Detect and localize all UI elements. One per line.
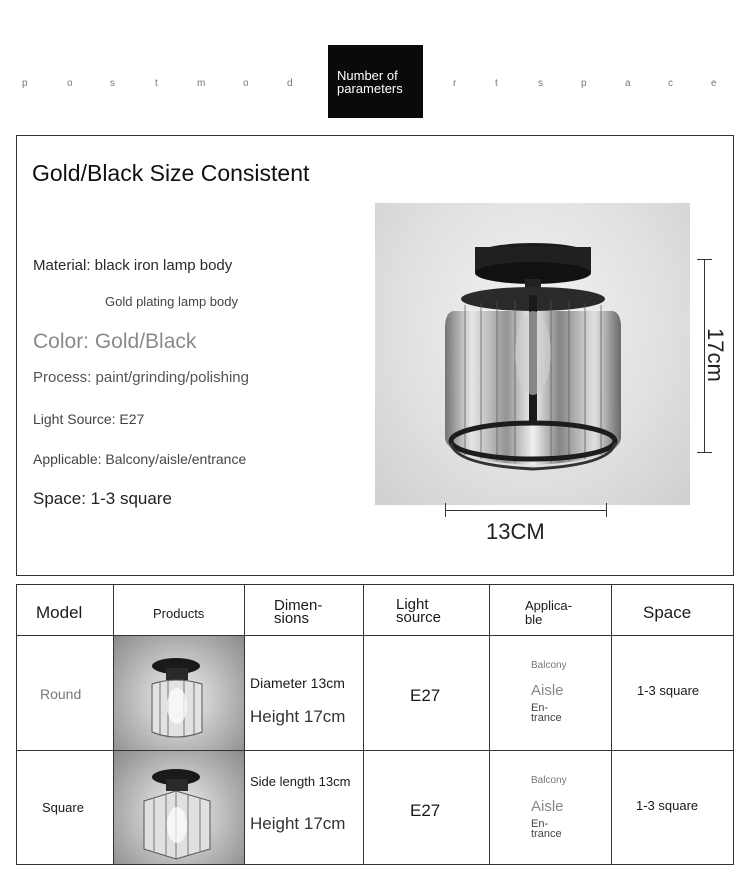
header-light-line-2: source [396,609,442,626]
row-square-app-entrance [531,819,562,839]
row-round-light: E27 [410,686,441,705]
table-col-divider [611,585,612,864]
header-letter: o [67,78,73,89]
parameters-table [16,584,734,865]
header-letter: p [22,78,28,89]
table-col-divider [363,585,364,864]
row-square-light: E27 [410,801,441,820]
table-col-divider [244,585,245,864]
header-letter: r [453,78,457,89]
height-dimension-tick [697,259,712,260]
parameters-title-box [328,45,423,118]
parameters-title-line-1: Number of [337,68,398,83]
header-letter: d [287,78,293,89]
row-round-dim-1: Diameter 13cm [250,675,345,691]
spec-light-source: Light Source: E27 [33,411,145,427]
spec-process: Process: paint/grinding/polishing [33,369,249,386]
spec-panel [16,135,734,576]
square-lamp-thumbnail [114,751,244,864]
row-square-app-entrance-2: trance [531,828,562,840]
lamp-product-photo [375,203,690,505]
row-round-space: 1-3 square [637,683,700,698]
table-col-divider [489,585,490,864]
width-dimension-label: 13CM [486,519,545,544]
header-letter: o [243,78,249,89]
row-square-app-aisle: Aisle [531,798,564,815]
row-round-app-entrance-2: trance [531,712,562,724]
header-letter: p [581,78,587,89]
height-dimension-label: 17cm [703,328,728,382]
header-applicable [525,599,572,627]
header-dimensions-line-1: Dimen- [274,597,323,614]
height-dimension-tick [697,452,712,453]
spec-material: Material: black iron lamp body [33,257,233,274]
crystal-lamp-illustration [375,203,690,505]
row-round-app-entrance-1: En- [531,702,549,714]
row-round-app-entrance [531,703,562,723]
square-lamp-illustration [114,751,244,864]
round-lamp-thumbnail [114,636,244,750]
width-dimension-tick [606,503,607,517]
header-products: Products [153,606,205,621]
header-dimensions [274,599,322,625]
header-letter: s [110,78,115,89]
width-dimension-tick [445,503,446,517]
header-letter: m [197,78,206,89]
header-model: Model [36,603,83,622]
row-round-model: Round [40,686,82,702]
header-light-source [396,598,441,624]
round-lamp-illustration [114,636,244,750]
row-square-app-balcony: Balcony [531,775,567,786]
parameters-title-line-2: parameters [337,81,403,96]
spec-gold-plating: Gold plating lamp body [105,294,238,309]
row-square-model: Square [42,800,84,815]
header-light-line-1: Light [396,596,429,613]
width-dimension-line [445,510,607,511]
header-space: Space [643,603,692,622]
row-round-app-balcony: Balcony [531,660,567,671]
header-letter: c [668,78,673,89]
header-applicable-line-2: ble [525,612,543,627]
row-square-dim-2: Height 17cm [250,814,346,833]
header-letter: t [495,78,498,89]
header-letter: a [625,78,631,89]
row-round-app-aisle: Aisle [531,682,564,699]
header-dimensions-line-2: sions [274,610,310,627]
header-letter: e [711,78,717,89]
row-square-app-entrance-1: En- [531,818,549,830]
row-round-dim-2: Height 17cm [250,707,346,726]
header-letter: t [155,78,158,89]
spec-color: Color: Gold/Black [33,330,197,353]
header-letter: s [538,78,543,89]
spec-applicable: Applicable: Balcony/aisle/entrance [33,451,247,467]
panel-title: Gold/Black Size Consistent [32,160,310,186]
header-applicable-line-1: Applica- [525,598,572,613]
spec-space: Space: 1-3 square [33,489,172,508]
row-square-space: 1-3 square [636,798,699,813]
row-square-dim-1: Side length 13cm [250,774,351,789]
